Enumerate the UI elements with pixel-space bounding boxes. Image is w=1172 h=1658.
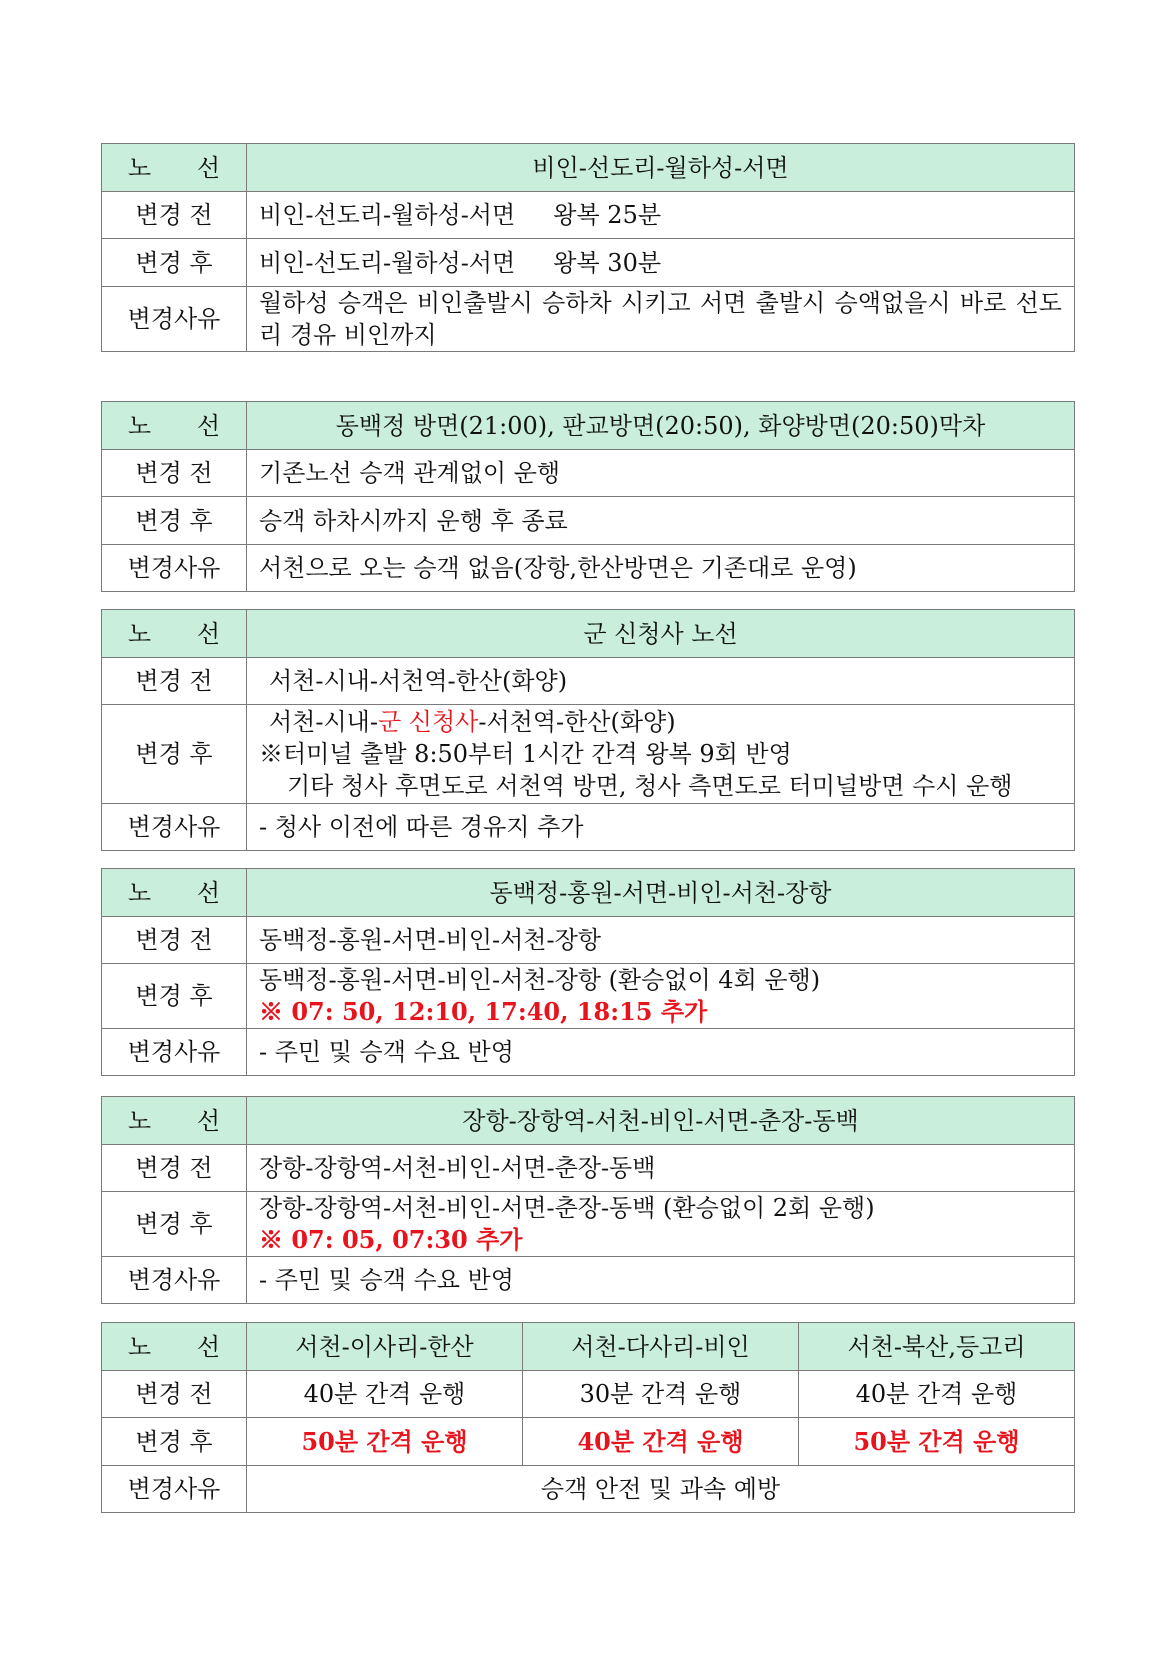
reason-value: 승객 안전 및 과속 예방 xyxy=(247,1466,1075,1513)
after-line-2: ※터미널 출발 8:50부터 1시간 간격 왕복 9회 반영 xyxy=(259,740,792,768)
route-table-2 xyxy=(101,401,1075,592)
after-line-3 xyxy=(259,770,1062,802)
reason-value: - 주민 및 승객 수요 반영 xyxy=(247,1257,1075,1304)
before-value: 서천-시내-서천역-한산(화양) xyxy=(247,658,1075,705)
before-value: 동백정-홍원-서면-비인-서천-장항 xyxy=(247,917,1075,964)
route-label: 노 선 xyxy=(102,144,247,192)
after-text: -서천역-한산(화양) xyxy=(478,708,676,736)
reason-value: - 청사 이전에 따른 경유지 추가 xyxy=(247,804,1075,851)
before-value-3: 40분 간격 운행 xyxy=(799,1371,1075,1418)
route-name: 군 신청사 노선 xyxy=(247,610,1075,658)
route-table-1 xyxy=(101,143,1075,352)
reason-label: 변경사유 xyxy=(102,804,247,851)
reason-label: 변경사유 xyxy=(102,287,247,352)
before-label: 변경 전 xyxy=(102,1371,247,1418)
reason-value: 월하성 승객은 비인출발시 승하차 시키고 서면 출발시 승액없을시 바로 선도리 경유 비인까지 xyxy=(247,287,1075,352)
after-line-1: 장항-장항역-서천-비인-서면-춘장-동백 (환승없이 2회 운행) xyxy=(259,1194,875,1222)
after-value xyxy=(247,964,1075,1029)
after-value-2: 40분 간격 운행 xyxy=(523,1418,799,1466)
reason-label: 변경사유 xyxy=(102,1257,247,1304)
route-label: 노 선 xyxy=(102,1323,247,1371)
added-times: ※ 07: 50, 12:10, 17:40, 18:15 추가 xyxy=(259,997,708,1026)
after-label: 변경 후 xyxy=(102,497,247,545)
reason-label: 변경사유 xyxy=(102,545,247,592)
after-value: 승객 하차시까지 운행 후 종료 xyxy=(247,497,1075,545)
after-label: 변경 후 xyxy=(102,1192,247,1257)
reason-label: 변경사유 xyxy=(102,1029,247,1076)
route-label: 노 선 xyxy=(102,869,247,917)
after-value-3: 50분 간격 운행 xyxy=(799,1418,1075,1466)
route-name: 동백정-홍원-서면-비인-서천-장항 xyxy=(247,869,1075,917)
reason-value: - 주민 및 승객 수요 반영 xyxy=(247,1029,1075,1076)
route-label: 노 선 xyxy=(102,1097,247,1145)
route-name: 비인-선도리-월하성-서면 xyxy=(247,144,1075,192)
route-name-2: 서천-다사리-비인 xyxy=(523,1323,799,1371)
after-value-1: 50분 간격 운행 xyxy=(247,1418,523,1466)
after-value: 비인-선도리-월하성-서면 왕복 30분 xyxy=(247,239,1075,287)
route-name: 동백정 방면(21:00), 판교방면(20:50), 화양방면(20:50)막차 xyxy=(247,402,1075,450)
before-value-1: 40분 간격 운행 xyxy=(247,1371,523,1418)
after-value xyxy=(247,705,1075,804)
route-table-3 xyxy=(101,609,1075,851)
after-line-1 xyxy=(259,706,1062,738)
route-table-6 xyxy=(101,1322,1075,1513)
before-label: 변경 전 xyxy=(102,917,247,964)
route-name-1: 서천-이사리-한산 xyxy=(247,1323,523,1371)
after-label: 변경 후 xyxy=(102,964,247,1029)
after-line-1: 동백정-홍원-서면-비인-서천-장항 (환승없이 4회 운행) xyxy=(259,966,821,994)
after-label: 변경 후 xyxy=(102,1418,247,1466)
before-label: 변경 전 xyxy=(102,192,247,239)
before-value: 기존노선 승객 관계없이 운행 xyxy=(247,450,1075,497)
after-text: 서천-시내- xyxy=(269,708,378,736)
route-name: 장항-장항역-서천-비인-서면-춘장-동백 xyxy=(247,1097,1075,1145)
before-label: 변경 전 xyxy=(102,450,247,497)
before-value: 장항-장항역-서천-비인-서면-춘장-동백 xyxy=(247,1145,1075,1192)
before-value: 비인-선도리-월하성-서면 왕복 25분 xyxy=(247,192,1075,239)
route-label: 노 선 xyxy=(102,402,247,450)
after-label: 변경 후 xyxy=(102,239,247,287)
after-label: 변경 후 xyxy=(102,705,247,804)
route-table-4 xyxy=(101,868,1075,1076)
route-table-5 xyxy=(101,1096,1075,1304)
route-name-3: 서천-북산,등고리 xyxy=(799,1323,1075,1371)
after-note: 기타 청사 후면도로 서천역 방면, 청사 측면도로 터미널방면 수시 운행 xyxy=(287,772,1013,800)
before-label: 변경 전 xyxy=(102,1145,247,1192)
added-times: ※ 07: 05, 07:30 추가 xyxy=(259,1225,523,1254)
after-value xyxy=(247,1192,1075,1257)
route-label: 노 선 xyxy=(102,610,247,658)
before-value-2: 30분 간격 운행 xyxy=(523,1371,799,1418)
highlight-text: 군 신청사 xyxy=(377,708,479,736)
before-label: 변경 전 xyxy=(102,658,247,705)
reason-label: 변경사유 xyxy=(102,1466,247,1513)
reason-value: 서천으로 오는 승객 없음(장항,한산방면은 기존대로 운영) xyxy=(247,545,1075,592)
